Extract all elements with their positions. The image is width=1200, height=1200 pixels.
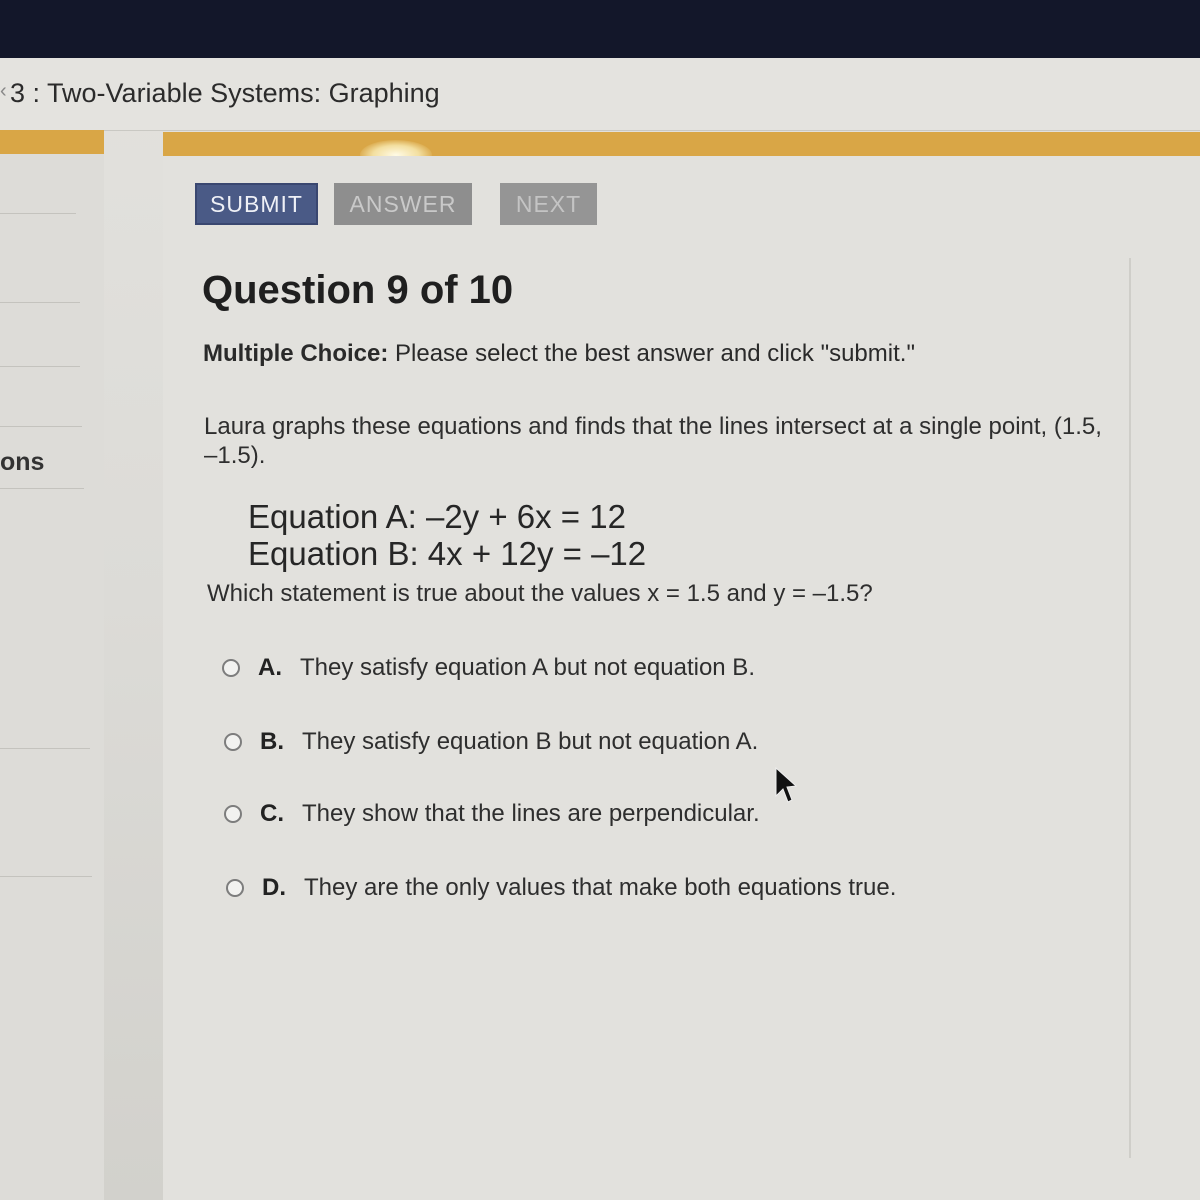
- sidebar-divider: [0, 488, 84, 489]
- sidebar-item-label[interactable]: ons: [0, 448, 45, 476]
- choice-text: They satisfy equation A but not equation B.: [300, 654, 755, 681]
- sidebar-divider: [0, 876, 92, 877]
- course-title: 3 : Two-Variable Systems: Graphing: [10, 78, 440, 108]
- radio-button[interactable]: [224, 733, 242, 751]
- answer-button[interactable]: ANSWER: [334, 183, 472, 225]
- question-card: [163, 258, 1131, 1158]
- instructions-text: Please select the best answer and click "submit.": [388, 340, 915, 367]
- equation-a: Equation A: –2y + 6x = 12: [248, 498, 626, 535]
- question-prompt: Which statement is true about the values x = 1.5 and y = –1.5?: [207, 580, 873, 607]
- instructions-label: Multiple Choice:: [203, 340, 389, 367]
- sidebar-divider: [0, 748, 90, 749]
- left-sidebar: [0, 130, 104, 1200]
- main-header-bar: [163, 132, 1200, 156]
- monitor-bezel: [0, 0, 1200, 58]
- sidebar-divider: [0, 426, 82, 427]
- choice-text: They are the only values that make both equations true.: [304, 874, 897, 901]
- choice-a[interactable]: [222, 652, 755, 684]
- radio-button[interactable]: [222, 659, 240, 677]
- sidebar-divider: [0, 366, 80, 367]
- choice-b[interactable]: [224, 726, 758, 758]
- instructions: [203, 340, 915, 368]
- sidebar-header-bar: [0, 130, 104, 154]
- choice-text: They show that the lines are perpendicular.: [302, 800, 760, 827]
- mouse-cursor-icon: [770, 766, 800, 806]
- choice-c[interactable]: [224, 798, 760, 830]
- choice-letter: B.: [260, 728, 284, 755]
- sidebar-divider: [0, 302, 80, 303]
- choice-letter: D.: [262, 874, 286, 901]
- radio-button[interactable]: [224, 805, 242, 823]
- chevron-left-icon[interactable]: ‹: [0, 80, 7, 102]
- choice-d[interactable]: [226, 872, 896, 904]
- next-button[interactable]: NEXT: [500, 183, 597, 225]
- sidebar-divider: [0, 213, 76, 214]
- question-stem: Laura graphs these equations and finds that the lines intersect at a single point, (1.5, –1.5).: [204, 413, 1102, 469]
- question-title: Question 9 of 10: [202, 268, 514, 312]
- choice-letter: A.: [258, 654, 282, 681]
- choice-text: They satisfy equation B but not equation A.: [302, 728, 759, 755]
- choice-letter: C.: [260, 800, 284, 827]
- submit-button[interactable]: SUBMIT: [195, 183, 318, 225]
- equation-b: Equation B: 4x + 12y = –12: [248, 535, 647, 572]
- radio-button[interactable]: [226, 879, 244, 897]
